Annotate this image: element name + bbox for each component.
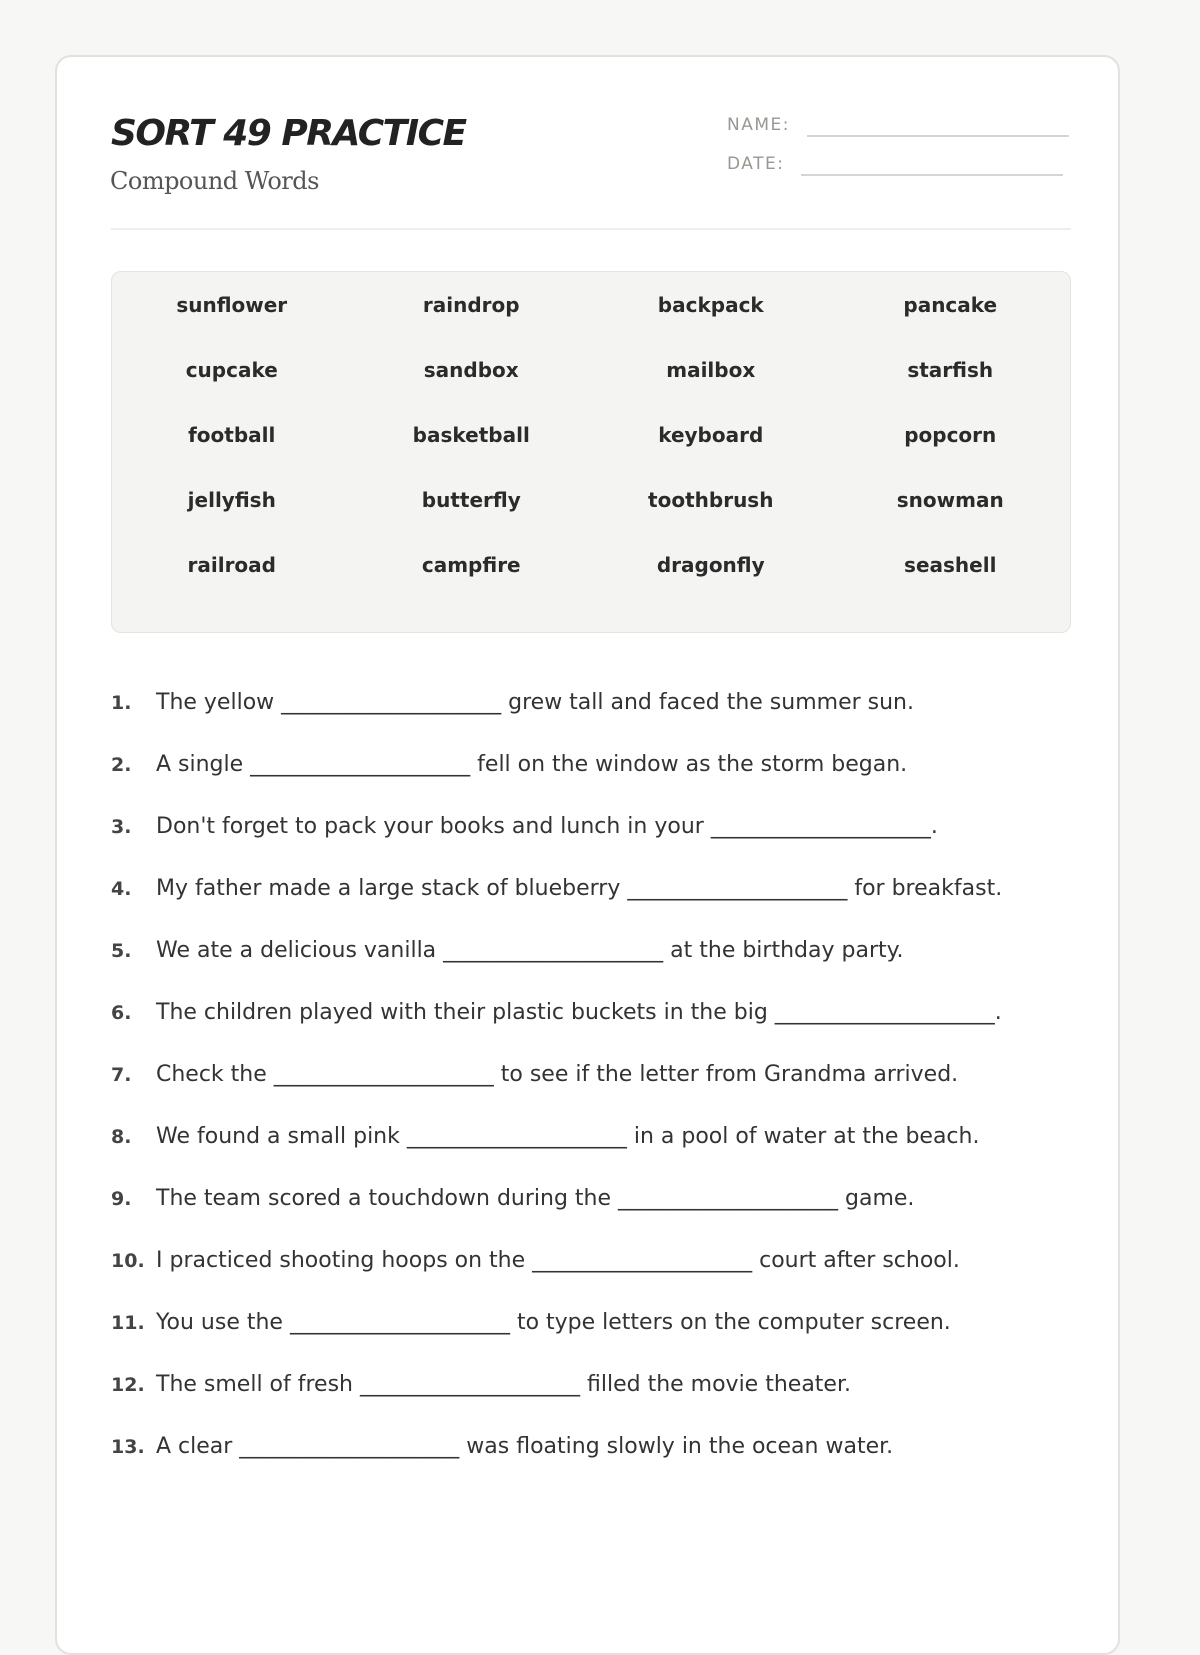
question-text: We found a small pink ____________________ in a pool of water at the beach. <box>156 1124 980 1149</box>
question-text: You use the ____________________ to type letters on the computer screen. <box>156 1310 951 1335</box>
question-number: 10. <box>111 1250 145 1272</box>
word-bank-item: toothbrush <box>648 488 774 512</box>
word-bank-item: backpack <box>657 293 764 317</box>
question-number: 5. <box>111 940 132 962</box>
word-bank-item: pancake <box>903 293 998 317</box>
question-item <box>111 1055 1071 1095</box>
header-divider <box>111 228 1071 230</box>
question-text: We ate a delicious vanilla ____________________ at the birthday party. <box>156 938 904 963</box>
question-number: 6. <box>111 1002 132 1024</box>
question-text: My father made a large stack of blueberry ____________________ for breakfast. <box>156 876 1003 901</box>
name-label: NAME: <box>727 115 790 135</box>
word-bank-item: keyboard <box>658 423 764 447</box>
question-number: 2. <box>111 754 132 776</box>
word-bank-item: campfire <box>421 553 521 577</box>
word-bank-item: snowman <box>896 488 1004 512</box>
question-text: A single ____________________ fell on the window as the storm began. <box>156 752 908 777</box>
question-item <box>111 1303 1071 1343</box>
word-bank-item: basketball <box>412 423 530 447</box>
word-bank-item: popcorn <box>904 423 997 447</box>
question-item <box>111 745 1071 785</box>
word-bank-item: cupcake <box>185 358 278 382</box>
question-text: A clear ____________________ was floating slowly in the ocean water. <box>156 1434 894 1459</box>
question-item <box>111 1365 1071 1405</box>
question-item <box>111 1179 1071 1219</box>
question-item <box>111 1427 1071 1467</box>
worksheet-title: SORT 49 PRACTICE <box>111 113 466 154</box>
question-item <box>111 993 1071 1033</box>
word-bank-item: butterfly <box>421 488 521 512</box>
question-number: 3. <box>111 816 132 838</box>
word-bank-item: sunflower <box>176 293 288 317</box>
date-field <box>727 154 1063 174</box>
question-text: Check the ____________________ to see if the letter from Grandma arrived. <box>156 1062 959 1087</box>
question-text: The yellow ____________________ grew tall and faced the summer sun. <box>156 690 914 715</box>
word-bank-item: jellyfish <box>187 488 276 512</box>
word-bank <box>111 271 1071 633</box>
question-text: Don't forget to pack your books and lunch in your ____________________. <box>156 814 938 839</box>
name-field <box>727 115 1069 135</box>
question-number: 1. <box>111 692 132 714</box>
word-bank-item: raindrop <box>422 293 520 317</box>
question-text: The team scored a touchdown during the ____________________ game. <box>156 1186 915 1211</box>
question-item <box>111 683 1071 723</box>
worksheet-subtitle: Compound Words <box>110 167 319 195</box>
word-bank-item: sandbox <box>423 358 519 382</box>
date-line[interactable] <box>801 173 1063 176</box>
word-bank-item: football <box>188 423 276 447</box>
question-number: 12. <box>111 1374 145 1396</box>
question-text: The children played with their plastic buckets in the big ____________________. <box>156 1000 1002 1025</box>
question-number: 4. <box>111 878 132 900</box>
question-item <box>111 1241 1071 1281</box>
question-list <box>111 683 1071 1489</box>
question-text: The smell of fresh ____________________ filled the movie theater. <box>156 1372 851 1397</box>
question-item <box>111 931 1071 971</box>
question-number: 11. <box>111 1312 145 1334</box>
question-text: I practiced shooting hoops on the ____________________ court after school. <box>156 1248 960 1273</box>
question-number: 13. <box>111 1436 145 1458</box>
word-bank-item: mailbox <box>666 358 756 382</box>
question-number: 9. <box>111 1188 132 1210</box>
worksheet-card <box>55 55 1120 1655</box>
word-bank-item: dragonfly <box>656 553 765 577</box>
question-item <box>111 1117 1071 1157</box>
question-item <box>111 807 1071 847</box>
question-number: 8. <box>111 1126 132 1148</box>
name-line[interactable] <box>807 134 1069 137</box>
word-bank-item: seashell <box>904 553 997 577</box>
word-bank-item: starfish <box>907 358 994 382</box>
word-bank-item: railroad <box>187 553 276 577</box>
question-number: 7. <box>111 1064 132 1086</box>
question-item <box>111 869 1071 909</box>
date-label: DATE: <box>727 154 785 174</box>
